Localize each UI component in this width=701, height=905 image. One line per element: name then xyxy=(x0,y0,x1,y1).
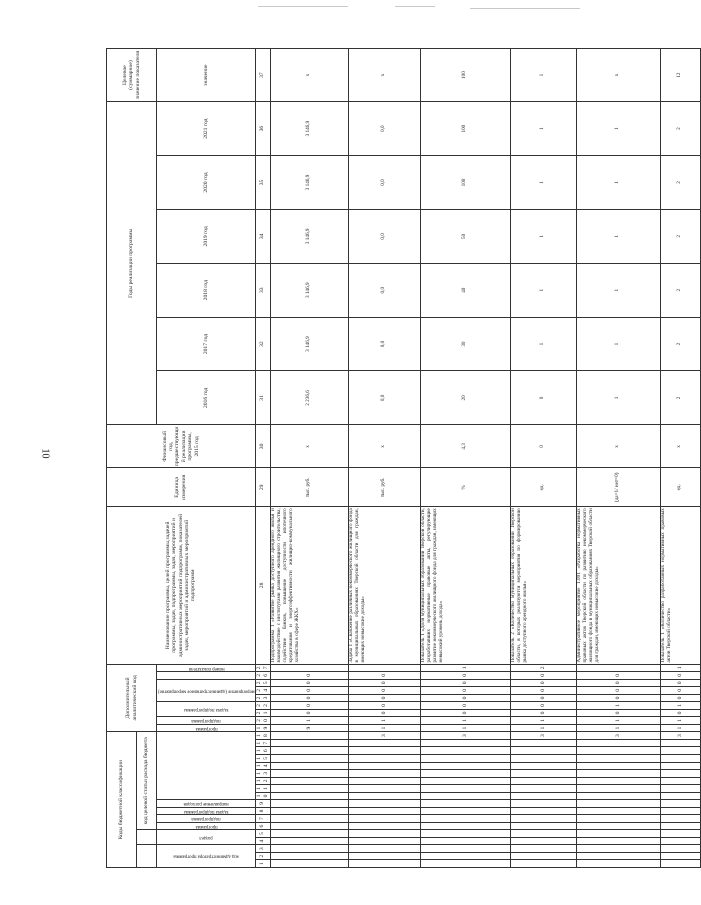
code-cell: 0 xyxy=(270,694,348,702)
column-number: 29 xyxy=(255,468,270,507)
row-target: х xyxy=(576,49,660,102)
code-cell xyxy=(576,830,660,838)
code-cell xyxy=(576,815,660,823)
header-expense-code: код целевой статьи расхода бюджета xyxy=(137,732,157,830)
row-unit: % xyxy=(420,468,510,507)
code-cell: 0 xyxy=(420,672,510,680)
column-number: 7 xyxy=(255,815,270,823)
row-fin-year: х xyxy=(660,425,700,468)
row-unit: (да=1/ нет=0) xyxy=(576,468,660,507)
code-cell xyxy=(348,800,420,808)
code-cell xyxy=(348,755,420,763)
header-fin-year: Финансовый год, предшествующий реализации программы, 2015 год xyxy=(107,425,256,468)
row-2019: 0,0 xyxy=(348,209,420,263)
code-cell: 1 xyxy=(660,664,700,672)
row-2016: 1 xyxy=(576,371,660,425)
code-cell: 0 xyxy=(660,694,700,702)
code-cell xyxy=(420,845,510,853)
column-number: 34 xyxy=(255,209,270,263)
code-cell xyxy=(660,777,700,785)
code-cell xyxy=(420,822,510,830)
code-cell xyxy=(348,822,420,830)
code-cell xyxy=(270,762,348,770)
row-2019: 1 xyxy=(510,209,576,263)
code-cell xyxy=(270,792,348,800)
row-target: х xyxy=(348,49,420,102)
code-cell: 0 xyxy=(660,709,700,717)
code-cell xyxy=(510,852,576,860)
column-number: 9 xyxy=(255,800,270,808)
code-cell: 0 xyxy=(510,709,576,717)
code-cell xyxy=(270,664,348,672)
code-cell: 1 xyxy=(576,717,660,725)
column-number: 30 xyxy=(255,425,270,468)
code-cell xyxy=(420,837,510,845)
code-cell: 1 xyxy=(576,702,660,710)
code-cell: 0 xyxy=(270,679,348,687)
code-cell xyxy=(510,815,576,823)
code-cell xyxy=(420,815,510,823)
column-number: 15 xyxy=(255,755,270,763)
code-cell xyxy=(348,747,420,755)
header-extra-code: Дополнительный аналитический код xyxy=(107,664,157,732)
row-2018: 0,0 xyxy=(348,263,420,317)
code-cell: 0 xyxy=(510,687,576,695)
code-cell xyxy=(420,852,510,860)
code-cell xyxy=(348,837,420,845)
code-cell: 0 xyxy=(660,672,700,680)
row-unit: тыс. руб. xyxy=(348,468,420,507)
header-budget-codes: Коды бюджетной классификации xyxy=(107,732,137,868)
code-cell xyxy=(348,815,420,823)
code-cell xyxy=(270,837,348,845)
code-cell: 9 xyxy=(270,724,348,732)
scan-artifact-line xyxy=(258,6,348,7)
column-number: 35 xyxy=(255,156,270,210)
row-fin-year: х xyxy=(576,425,660,468)
code-cell xyxy=(576,860,660,868)
header-name: Наименование программы, целей программы,задачей программы, задач, подпрограммы, задач, мероприятий и административных мероприятий подпрограмм, показателей задач, мероприятий и административных мероприятий подпрограмм xyxy=(107,507,256,664)
column-number: 2 xyxy=(255,852,270,860)
row-2017: 1 xyxy=(510,317,576,371)
row-fin-year: х xyxy=(270,425,348,468)
column-number: 36 xyxy=(255,102,270,156)
row-2021: 100 xyxy=(420,102,510,156)
row-2019: 1 xyxy=(576,209,660,263)
code-cell xyxy=(510,739,576,747)
vertical-header-v_razdel: раздел xyxy=(157,830,256,845)
code-cell xyxy=(660,822,700,830)
column-number: 37 xyxy=(255,49,270,102)
code-cell xyxy=(270,785,348,793)
column-number: 28 xyxy=(255,507,270,664)
code-cell: 0 xyxy=(576,672,660,680)
column-number: 27 xyxy=(255,664,270,672)
code-cell xyxy=(660,747,700,755)
column-number: 5 xyxy=(255,830,270,838)
code-cell xyxy=(576,837,660,845)
code-cell xyxy=(270,777,348,785)
header-unit: Единица измерения xyxy=(107,468,256,507)
code-cell xyxy=(420,770,510,778)
code-cell: 1 xyxy=(660,717,700,725)
code-cell xyxy=(660,792,700,800)
column-number: 1 xyxy=(255,860,270,868)
code-cell: 0 xyxy=(420,687,510,695)
code-cell xyxy=(420,807,510,815)
row-unit: ед. xyxy=(510,468,576,507)
code-cell: 1 xyxy=(420,717,510,725)
vertical-header-v_napr: направление расходов xyxy=(157,800,256,808)
row-target: х xyxy=(270,49,348,102)
row-target: 1 xyxy=(510,49,576,102)
row-2021: 3 146,9 xyxy=(270,102,348,156)
code-cell xyxy=(660,860,700,868)
code-cell: 0 xyxy=(270,687,348,695)
code-cell xyxy=(348,664,420,672)
row-2016: 0 xyxy=(510,371,576,425)
code-cell xyxy=(576,664,660,672)
code-cell xyxy=(348,792,420,800)
column-number: 4 xyxy=(255,837,270,845)
code-cell xyxy=(510,785,576,793)
code-cell: 3 xyxy=(576,732,660,740)
code-cell xyxy=(348,830,420,838)
code-cell: 0 xyxy=(348,694,420,702)
row-2016: 0,0 xyxy=(348,371,420,425)
code-cell xyxy=(576,739,660,747)
code-cell xyxy=(348,739,420,747)
column-number: 20 xyxy=(255,717,270,725)
row-name: Показатель 1 «Количество разработанных нормативных правовых актов Тверской области» xyxy=(660,507,700,664)
row-2018: 1 xyxy=(510,263,576,317)
row-2017: 30 xyxy=(420,317,510,371)
rotated-sheet xyxy=(106,48,683,868)
vertical-header-v_podprogramma: подпрограмма xyxy=(157,815,256,823)
column-number: 23 xyxy=(255,694,270,702)
header-y2020: 2020 год xyxy=(157,156,256,210)
row-2019: 50 xyxy=(420,209,510,263)
code-cell xyxy=(510,755,576,763)
table-row xyxy=(660,49,700,868)
code-cell xyxy=(510,777,576,785)
row-fin-year: 4,3 xyxy=(420,425,510,468)
code-cell: 3 xyxy=(420,732,510,740)
code-cell: 0 xyxy=(348,709,420,717)
vertical-header-v_podprog2: подпрограмма xyxy=(157,717,256,725)
code-cell: 1 xyxy=(270,717,348,725)
column-number: 6 xyxy=(255,822,270,830)
code-cell: 0 xyxy=(660,687,700,695)
row-2016: 20 xyxy=(420,371,510,425)
row-2016: 2 236,6 xyxy=(270,371,348,425)
column-number: 17 xyxy=(255,739,270,747)
code-cell: 0 xyxy=(510,672,576,680)
code-cell: 0 xyxy=(576,694,660,702)
code-cell xyxy=(576,777,660,785)
code-cell: 1 xyxy=(420,664,510,672)
row-2019: 3 146,9 xyxy=(270,209,348,263)
code-cell xyxy=(510,837,576,845)
code-cell xyxy=(576,800,660,808)
row-name: Задача 1 «Снабжение различных некоммерческого жилищного фонда в муниципальных образованиях Тверской области для граждан, имеющих невысокие доходы» xyxy=(348,507,420,664)
code-cell: 0 xyxy=(576,687,660,695)
code-cell xyxy=(270,845,348,853)
code-cell: 3 xyxy=(510,732,576,740)
row-2017: 3 146,9 xyxy=(270,317,348,371)
code-cell: 0 xyxy=(660,679,700,687)
column-number: 32 xyxy=(255,317,270,371)
code-cell xyxy=(660,807,700,815)
code-cell xyxy=(270,815,348,823)
code-cell xyxy=(270,852,348,860)
vertical-header-empty xyxy=(157,732,256,800)
table-row xyxy=(420,49,510,868)
row-2020: 100 xyxy=(420,156,510,210)
code-cell xyxy=(270,755,348,763)
row-name: Показатель 1 «Доля муниципальных образований Тверской области, разработавших нормативные правовые акты, регулирующие развитие некоммерческого жилищного фонда для граждан, имеющих невысокий уровень дохода» xyxy=(420,507,510,664)
row-name: Показатель 2 «Количество муниципальных образований Тверской области, в которых реализуются мероприятия по формированию рынка доступного арендного жилья» xyxy=(510,507,576,664)
row-2018: 3 146,9 xyxy=(270,263,348,317)
vertical-header-v_prog2: программа xyxy=(157,724,256,732)
code-cell: 0 xyxy=(348,687,420,695)
code-cell xyxy=(348,852,420,860)
code-cell: 0 xyxy=(348,702,420,710)
scan-artifact-line xyxy=(395,6,435,7)
code-cell: 0 xyxy=(510,679,576,687)
vertical-header-v_programma: программа xyxy=(157,822,256,830)
code-cell xyxy=(576,792,660,800)
code-cell: 3 xyxy=(660,732,700,740)
program-table xyxy=(106,48,701,868)
code-cell xyxy=(510,800,576,808)
code-cell xyxy=(576,747,660,755)
row-2018: 2 xyxy=(660,263,700,317)
vertical-header-empty xyxy=(157,672,256,680)
code-cell xyxy=(510,770,576,778)
vertical-header-v_nomer: номер показателя xyxy=(157,664,256,672)
code-cell xyxy=(420,792,510,800)
code-cell: 0 xyxy=(270,672,348,680)
code-cell xyxy=(660,830,700,838)
row-fin-year: 0 xyxy=(510,425,576,468)
code-cell xyxy=(660,770,700,778)
code-cell xyxy=(420,830,510,838)
row-2021: 1 xyxy=(576,102,660,156)
row-2020: 2 xyxy=(660,156,700,210)
row-2020: 0,0 xyxy=(348,156,420,210)
code-cell: 1 xyxy=(348,724,420,732)
code-cell: 1 xyxy=(660,702,700,710)
code-cell xyxy=(270,822,348,830)
code-cell: 1 xyxy=(660,724,700,732)
row-2017: 2 xyxy=(660,317,700,371)
vertical-header-v_zadacha: задача подпрограммы xyxy=(157,807,256,815)
code-cell xyxy=(348,845,420,853)
code-cell xyxy=(510,747,576,755)
column-number: 31 xyxy=(255,371,270,425)
row-2019: 2 xyxy=(660,209,700,263)
code-cell xyxy=(660,800,700,808)
code-cell xyxy=(420,777,510,785)
column-number: 19 xyxy=(255,724,270,732)
code-cell xyxy=(270,807,348,815)
code-cell xyxy=(420,800,510,808)
code-cell xyxy=(348,770,420,778)
row-2016: 2 xyxy=(660,371,700,425)
row-name: Административное мероприятие 1.001 «Разработка нормативных правовых актов Тверской области по развитию некоммерческого жилищного фонда в муниципальных образованиях Тверской области для граждан, имеющих невысокие доходы» xyxy=(576,507,660,664)
column-number: 8 xyxy=(255,807,270,815)
code-cell xyxy=(510,822,576,830)
header-years: Годы реализации программы xyxy=(107,102,157,425)
column-number: 3 xyxy=(255,845,270,853)
table-row xyxy=(510,49,576,868)
code-cell xyxy=(576,770,660,778)
code-cell: 0 xyxy=(420,679,510,687)
column-number: 26 xyxy=(255,672,270,680)
code-cell xyxy=(420,785,510,793)
row-2021: 2 xyxy=(660,102,700,156)
code-cell: 0 xyxy=(420,709,510,717)
code-cell xyxy=(660,785,700,793)
code-cell xyxy=(270,739,348,747)
code-cell xyxy=(660,755,700,763)
code-cell: 1 xyxy=(510,717,576,725)
code-cell xyxy=(576,755,660,763)
code-cell xyxy=(576,852,660,860)
column-number: 16 xyxy=(255,747,270,755)
column-number: 33 xyxy=(255,263,270,317)
code-cell xyxy=(660,815,700,823)
row-2020: 1 xyxy=(510,156,576,210)
code-cell xyxy=(510,807,576,815)
vertical-header-v_meropr: мероприятие (административное мероприятие) xyxy=(157,679,256,702)
code-cell xyxy=(660,762,700,770)
code-cell xyxy=(510,762,576,770)
header-target: Целевое (суммарное) значение показателя xyxy=(107,49,157,102)
row-2018: 40 xyxy=(420,263,510,317)
code-cell xyxy=(510,860,576,868)
code-cell xyxy=(660,739,700,747)
row-fin-year: х xyxy=(348,425,420,468)
page-number: 10 xyxy=(39,448,51,459)
code-cell xyxy=(348,777,420,785)
header-y2018: 2018 год xyxy=(157,263,256,317)
header-target-value: значение xyxy=(157,49,256,102)
code-cell: 0 xyxy=(270,702,348,710)
code-cell xyxy=(270,800,348,808)
code-cell xyxy=(510,845,576,853)
code-cell xyxy=(660,852,700,860)
code-cell: 0 xyxy=(420,702,510,710)
header-y2021: 2021 год xyxy=(157,102,256,156)
code-cell xyxy=(576,762,660,770)
code-cell xyxy=(348,762,420,770)
code-cell xyxy=(348,785,420,793)
column-number: 10 xyxy=(255,792,270,800)
column-number: 11 xyxy=(255,785,270,793)
code-cell: 0 xyxy=(576,679,660,687)
column-number: 14 xyxy=(255,762,270,770)
row-2017: 1 xyxy=(576,317,660,371)
code-cell xyxy=(270,747,348,755)
code-cell xyxy=(270,770,348,778)
row-unit: тыс. руб. xyxy=(270,468,348,507)
code-cell xyxy=(270,860,348,868)
code-cell: 0 xyxy=(576,709,660,717)
code-cell: 0 xyxy=(348,672,420,680)
vertical-header-v_admin: код администратора программы xyxy=(157,845,256,868)
header-y2017: 2017 год xyxy=(157,317,256,371)
code-cell xyxy=(420,739,510,747)
code-cell xyxy=(420,747,510,755)
code-cell xyxy=(420,860,510,868)
code-cell xyxy=(270,732,348,740)
code-cell: 1 xyxy=(420,724,510,732)
column-number: 25 xyxy=(255,679,270,687)
code-cell: 1 xyxy=(348,717,420,725)
code-cell xyxy=(576,807,660,815)
table-row xyxy=(576,49,660,868)
row-2020: 3 146,9 xyxy=(270,156,348,210)
scan-artifact-line xyxy=(470,8,580,9)
code-cell: 0 xyxy=(270,709,348,717)
code-cell xyxy=(660,845,700,853)
code-cell xyxy=(348,807,420,815)
row-name: Подпрограмма 1 «Развитие рынка доступного арендного жилья и взаимодействие с институтами развития жилищного строительства, содействие банков, повышение доступности ипотечного кредитования и энергоэффективности жилищно-коммунального хозяйства в сфере ЖКХ» xyxy=(270,507,348,664)
code-cell: 0 xyxy=(510,694,576,702)
column-number: 22 xyxy=(255,702,270,710)
code-cell: 0 xyxy=(420,694,510,702)
vertical-header-v_zadacha2: задача подпрограммы xyxy=(157,702,256,717)
code-cell xyxy=(510,792,576,800)
column-number: 21 xyxy=(255,709,270,717)
row-unit: ед. xyxy=(660,468,700,507)
row-2017: 0,0 xyxy=(348,317,420,371)
code-cell xyxy=(576,845,660,853)
code-cell xyxy=(510,830,576,838)
column-number: 13 xyxy=(255,770,270,778)
row-2020: 1 xyxy=(576,156,660,210)
column-number: 24 xyxy=(255,687,270,695)
row-target: 12 xyxy=(660,49,700,102)
code-cell xyxy=(348,860,420,868)
row-2018: 1 xyxy=(576,263,660,317)
code-cell xyxy=(420,755,510,763)
row-target: 100 xyxy=(420,49,510,102)
code-cell xyxy=(660,837,700,845)
row-2021: 1 xyxy=(510,102,576,156)
table-row xyxy=(270,49,348,868)
code-cell xyxy=(576,785,660,793)
code-cell: 0 xyxy=(348,679,420,687)
column-number: 18 xyxy=(255,732,270,740)
column-number: 12 xyxy=(255,777,270,785)
header-y2016: 2016 год xyxy=(157,371,256,425)
code-cell xyxy=(270,830,348,838)
code-cell: 3 xyxy=(348,732,420,740)
header-y2019: 2019 год xyxy=(157,209,256,263)
code-cell xyxy=(420,762,510,770)
code-cell xyxy=(576,822,660,830)
code-cell: 2 xyxy=(510,664,576,672)
code-cell: 0 xyxy=(510,702,576,710)
row-2021: 0,0 xyxy=(348,102,420,156)
code-cell: 1 xyxy=(510,724,576,732)
code-cell: 1 xyxy=(576,724,660,732)
table-row xyxy=(348,49,420,868)
